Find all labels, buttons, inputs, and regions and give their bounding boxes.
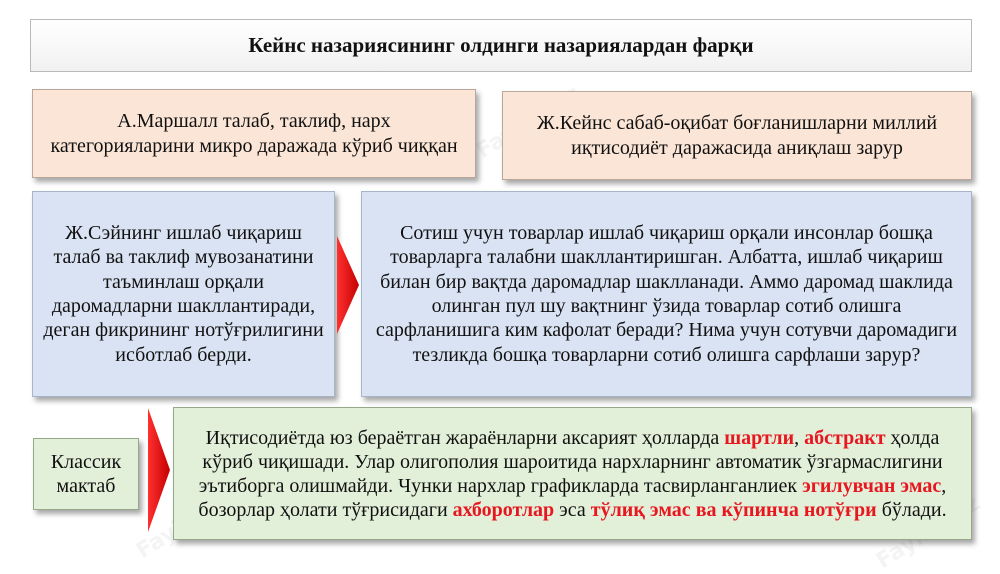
statement-part: бўлади. — [876, 498, 947, 521]
marshall-text: А.Маршалл талаб, таклиф, нарх категорияларини микро даражада кўриб чиққан — [50, 110, 458, 157]
marshall-box — [32, 89, 476, 178]
statement-part: , — [794, 426, 805, 449]
statement-part: , бозорлар ҳолати тўғрисидаги — [198, 474, 947, 521]
classic-school-label: Классик мактаб — [50, 450, 122, 497]
arrow-right-icon — [148, 408, 170, 532]
statement-text — [186, 426, 959, 522]
statement-part: Иқтисодиётда юз бераётган жараёнларни аксарият ҳолларда — [205, 426, 725, 449]
statement-part: ҳолда кўриб чиқишади. Улар олигополия шароитида нархларнинг автоматик ўзгармаслигини эътиборга олишмайди. Чунки нархлар графикларда тасвирланганлиек — [198, 426, 943, 497]
classic-school-statement-box — [173, 407, 972, 540]
say-box — [32, 191, 335, 397]
highlight-conditional: шартли — [724, 426, 795, 449]
statement-part: эса — [554, 498, 591, 521]
say-text: Ж.Сэйнинг ишлаб чиқариш талаб ва таклиф мувозанатини таъминлаш орқали даромадларни шакллантиради, деган фикрининг нотўғрилигини исботлаб берди. — [43, 221, 324, 366]
classic-school-box — [33, 438, 139, 510]
explanation-box — [361, 191, 972, 397]
highlight-not-flexible: эгилувчан эмас — [802, 474, 942, 497]
highlight-information: ахборотлар — [452, 498, 555, 521]
arrow-right-icon — [337, 236, 359, 334]
highlight-abstract: абстракт — [804, 426, 886, 449]
slide-title — [30, 19, 972, 72]
slide-title-text: Кейнс назариясининг олдинги назариялардан фарқи — [248, 32, 754, 57]
highlight-incomplete: тўлиқ эмас ва кўпинча нотўғри — [590, 498, 877, 521]
keynes-text: Ж.Кейнс сабаб-оқибат боғланишларни миллий иқтисодиёт даражасида аниқлаш зарур — [536, 112, 938, 159]
keynes-box — [502, 91, 972, 180]
explanation-text: Сотиш учун товарлар ишлаб чиқариш орқали инсонлар бошқа товарларга талабни шакллантиришган. Албатта, ишлаб чиқариш билан бир вақтда даромадлар шаклланади. Аммо даромад шаклида олинган пул шу вақтнинг ўзида товарлар сотиб олишга сарфланишига ким кафолат беради? Нима учун сотувчи даромадиги тезликда бошқа товарларни сотиб олишга сарфлаши зарур? — [375, 221, 958, 366]
